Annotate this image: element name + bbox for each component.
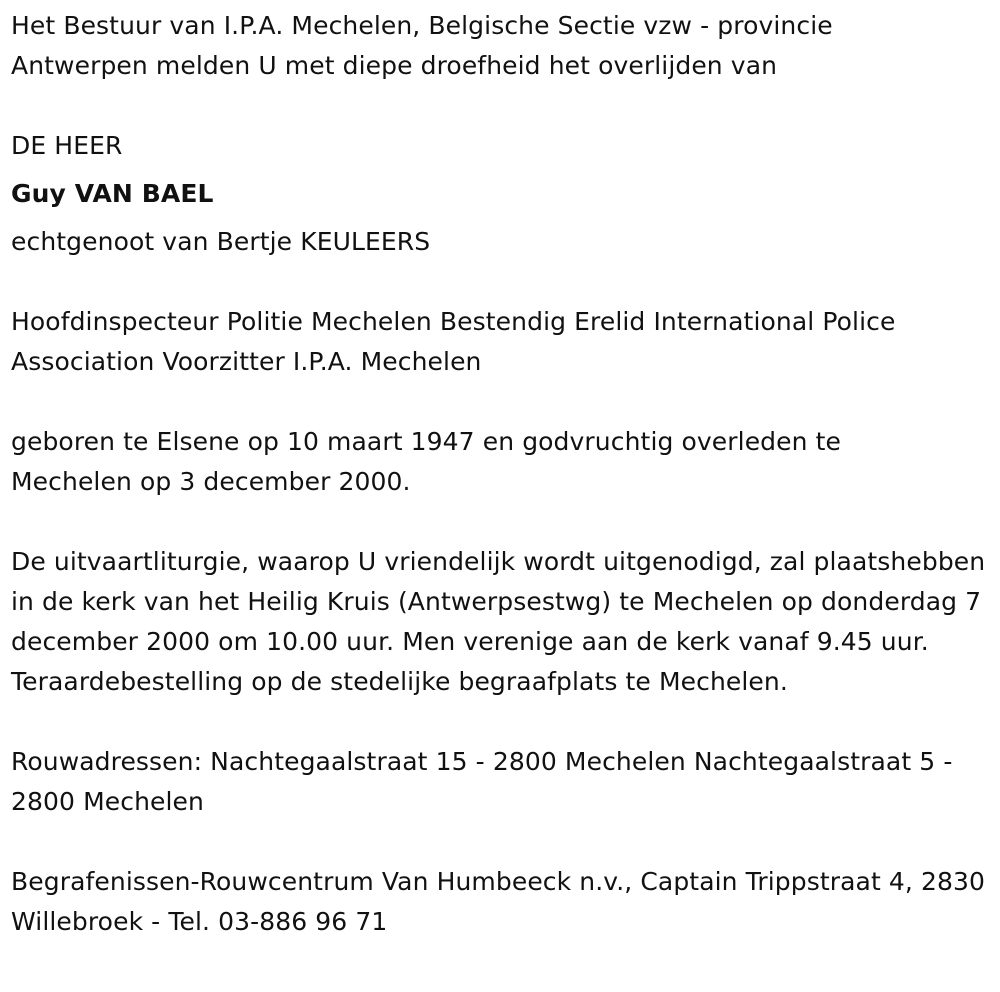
spacer xyxy=(11,262,1000,302)
deceased-name: Guy VAN BAEL xyxy=(11,179,214,208)
funeral-text: De uitvaartliturgie, waarop U vriendelijk wordt uitgenodigd, zal plaatshebben in de kerk van het Heilig Kruis (Antwerpsestwg) te Mechelen op donderdag 7 december 2000 om 10.00 uur. Men verenige aan de kerk vanaf 9.45 uur. Teraardebestelling op de stedelijke begraafplats te Mechelen. xyxy=(11,547,986,696)
spacer xyxy=(11,702,1000,742)
spacer xyxy=(11,86,1000,126)
addresses-text: Rouwadressen: Nachtegaalstraat 15 - 2800 Mechelen Nachtegaalstraat 5 - 2800 Mechelen xyxy=(11,747,953,816)
spacer xyxy=(11,822,1000,862)
function-text: Hoofdinspecteur Politie Mechelen Bestendig Erelid International Police Association Voorzitter I.P.A. Mechelen xyxy=(11,307,896,376)
honorific: DE HEER xyxy=(11,131,123,160)
spacer xyxy=(11,502,1000,542)
intro-text: Het Bestuur van I.P.A. Mechelen, Belgische Sectie vzw - provincie Antwerpen melden U met diepe droefheid het overlijden van xyxy=(11,11,833,80)
birth-death-text: geboren te Elsene op 10 maart 1947 en godvruchtig overleden te Mechelen op 3 december 2000. xyxy=(11,427,842,496)
undertaker-text: Begrafenissen-Rouwcentrum Van Humbeeck n.v., Captain Trippstraat 4, 2830 Willebroek - Tel. 03-886 96 71 xyxy=(11,867,986,936)
spouse-line: echtgenoot van Bertje KEULEERS xyxy=(11,227,431,256)
spacer xyxy=(11,382,1000,422)
